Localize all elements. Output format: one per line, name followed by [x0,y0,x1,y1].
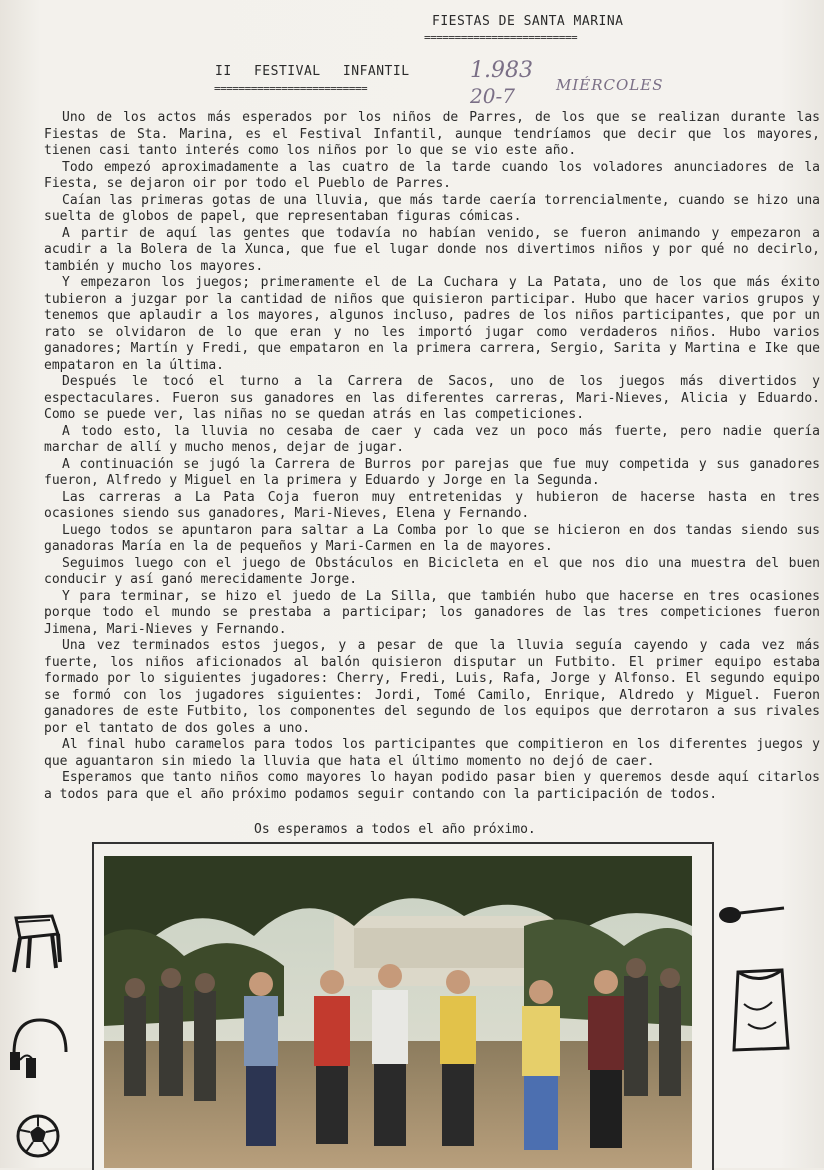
paragraph: Luego todos se apuntaron para saltar a La Comba por lo que se hicieron en dos tandas siendo sus ganadoras María en la de pequeños y Mari-Carmen en la de mayores. [44,522,820,554]
paragraph: Esperamos que tanto niños como mayores lo hayan podido pasar bien y queremos desde aquí citarlos a todos para que el año próximo podamos seguir contando con la participación de todos. [44,770,820,802]
paragraph: Al final hubo caramelos para todos los participantes que compitieron en los diferentes juegos y que aguantaron sin miedo la lluvia que hata el último momento no dejó de caer. [44,737,820,769]
festival-photo-illustration [104,856,692,1168]
page-title: FIESTAS DE SANTA MARINA [432,14,624,29]
handwritten-year: 1.983 [470,58,533,83]
jump-rope-doodle-icon [6,1014,72,1084]
paragraph: Y para terminar, se hizo el juedo de La Silla, que también hubo que hacerse en tres ocasiones porque todo el mundo se prestaba a participar; los ganadores de las tres competiciones fueron Jimena, Mari-Nieves y Fernando. [44,588,820,637]
paragraph: Todo empezó aproximadamente a las cuatro de la tarde cuando los voladores anunciadores de la Fiesta, se dejaron oir por todo el Pueblo de Parres. [44,159,820,191]
paragraph: A partir de aquí las gentes que todavía no habían venido, se fueron animando y empezaron a acudir a la Bolera de la Xunca, que fue el lugar donde nos divertimos niños y por qué no decirlo, también y mucho los mayores. [44,225,820,274]
paragraph: Después le tocó el turno a la Carrera de Sacos, uno de los juegos más divertidos y espectaculares. Fueron sus ganadores en las diferentes carreras, Mari-Nieves, Alicia y Eduardo. Como se puede ver, las niñas no se quedan atrás en las competiciones. [44,374,820,422]
closing-line: Os esperamos a todos el año próximo. [254,822,536,837]
festival-photo [104,856,692,1168]
paragraph: A todo esto, la lluvia no cesaba de caer y cada vez un poco más fuerte, pero nadie quería marchar de allí y mucho menos, dejar de jugar. [44,423,820,455]
spoon-doodle-icon [716,900,788,930]
football-doodle-icon [14,1112,62,1160]
paragraph: Uno de los actos más esperados por los niños de Parres, de los que se realizan durante las Fiestas de Sta. Marina, es el Festival Infantil, aunque tendríamos que decir que los mayores, tienen casi tanto interés como los niños por lo que se vio este año. [44,110,820,158]
chair-doodle-icon [8,912,64,978]
paragraph: Una vez terminados estos juegos, y a pesar de que la lluvia seguía cayendo y cada vez más fuerte, los niños aficionados al balón quisieron disputar un Futbito. El primer equipo estaba formado por lo siguientes jugadores: Cherry, Fredi, Luis, Rafa, Jorge y Alfonso. El segundo equipo se formó con los jugadores siguientes: Jordi, Tomé Camilo, Enrique, Aldredo y Miguel. Fueron ganadores de este Futbito, los componentes del segundo de los equipos que derrotaron a sus rivales por el tantato de dos goles a uno. [44,638,820,736]
title-underline: ========================= [424,31,578,44]
paragraph: A continuación se jugó la Carrera de Burros por parejas que fue muy competida y sus ganadores fueron, Alfredo y Miguel en la primera y Eduardo y Jorge en la Segunda. [44,456,820,488]
article-body [44,110,820,803]
handwritten-date: 20-7 [470,84,515,108]
page-subtitle: II FESTIVAL INFANTIL [215,64,410,79]
paragraph: Las carreras a La Pata Coja fueron muy entretenidas y hubieron de hacerse hasta en tres ocasiones siendo sus ganadores, Mari-Nieves, Elena y Fernando. [44,489,820,521]
handwritten-weekday: MIÉRCOLES [556,76,664,94]
paragraph: Seguimos luego con el juego de Obstáculos en Bicicleta en el que nos dio una muestra del buen conducir y así ganó merecidamente Jorge. [44,555,820,587]
paragraph: Y empezaron los juegos; primeramente el de La Cuchara y La Patata, uno de los que más éxito tubieron a juzgar por la cantidad de niños que quisieron participar. Hubo que hacer varios grupos y tenemos que aplaudir a los mayores, algunos incluso, padres de los niños participantes, que por un rato se olvidaron de lo que eran y no les importó jugar como verdaderos niños. Hubo varios ganadores; Martín y Fredi, que empataron en la primera carrera, Sergio, Sarita y Martina e Ike que empataron en la última. [44,275,820,373]
sack-doodle-icon [728,964,794,1056]
paragraph: Caían las primeras gotas de una lluvia, que más tarde caería torrencialmente, cuando se hizo una suelta de globos de papel, que representaban figuras cómicas. [44,192,820,224]
subtitle-underline: ========================= [214,82,368,95]
